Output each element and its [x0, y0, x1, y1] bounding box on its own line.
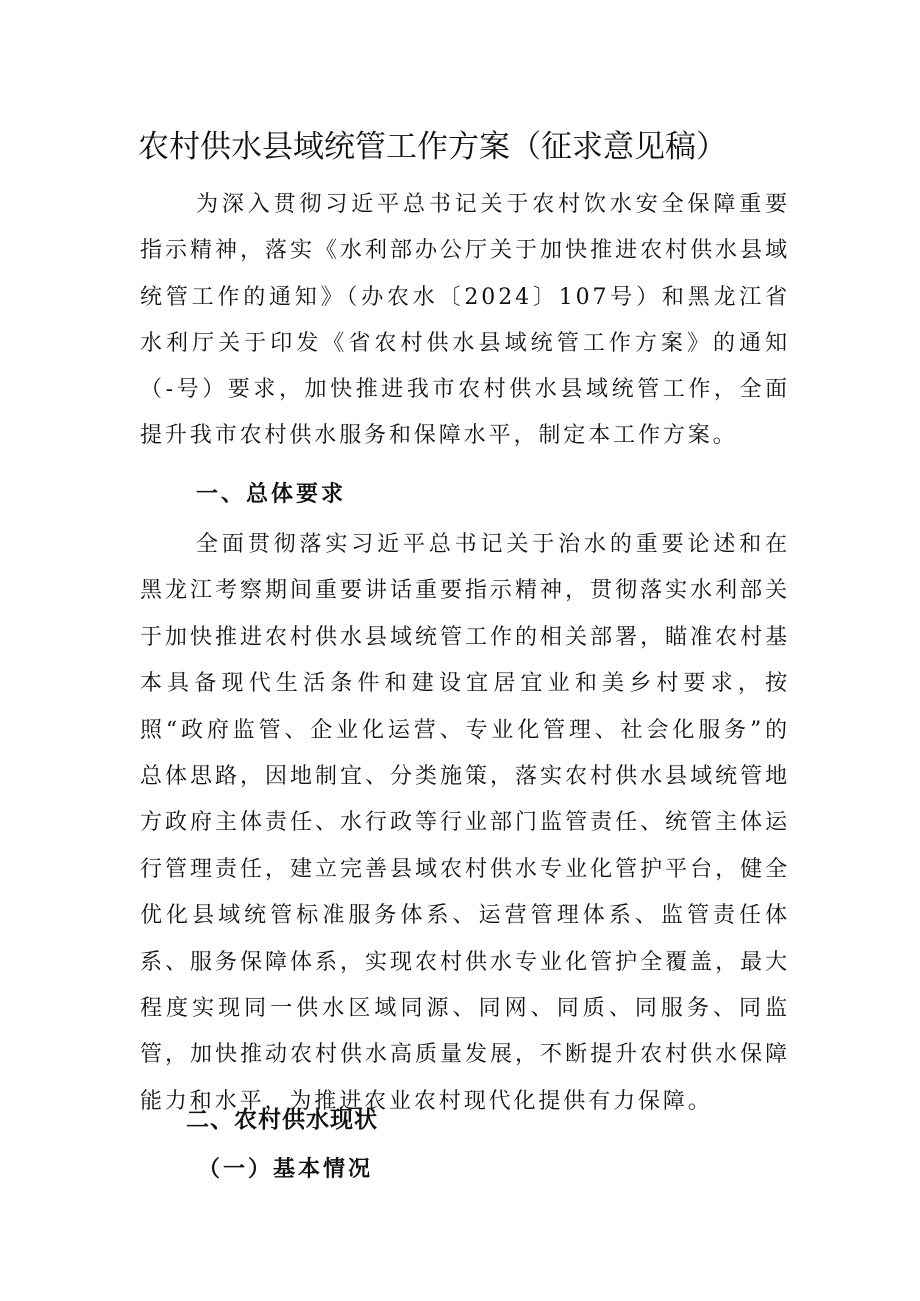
intro-paragraph: 为深入贯彻习近平总书记关于农村饮水安全保障重要指示精神，落实《水利部办公厅关于加快推进农村供水县域统管工作的通知》（办农水〔2024〕107号）和黑龙江省水利厅关于印发《省农村供水县域统管工作方案》的通知（-号）要求，加快推进我市农村供水县域统管工作，全面提升我市农村供水服务和保障水平，制定本工作方案。 [140, 192, 790, 449]
section-heading-general-requirements: 一、总体要求 [196, 481, 347, 507]
document-title: 农村供水县域统管工作方案（征求意见稿） [138, 129, 727, 165]
subsection-heading-basic-situation: （一）基本情况 [198, 1156, 374, 1182]
general-requirements-paragraph: 全面贯彻落实习近平总书记关于治水的重要论述和在黑龙江考察期间重要讲话重要指示精神，贯彻落实水利部关于加快推进农村供水县域统管工作的相关部署，瞄准农村基本具备现代生活条件和建设宜居宜业和美乡村要求，按照“政府监管、企业化运营、专业化管理、社会化服务”的总体思路，因地制宜、分类施策，落实农村供水县域统管地方政府主体责任、水行政等行业部门监管责任、统管主体运行管理责任，建立完善县域农村供水专业化管护平台，健全优化县域统管标准服务体系、运营管理体系、监管责任体系、服务保障体系，实现农村供水专业化管护全覆盖，最大程度实现同一供水区域同源、同网、同质、同服务、同监管，加快推动农村供水高质量发展，不断提升农村供水保障能力和水平，为推进农业农村现代化提供有力保障。 [140, 532, 790, 1114]
section-heading-water-supply-status: 二、农村供水现状 [186, 1107, 378, 1133]
